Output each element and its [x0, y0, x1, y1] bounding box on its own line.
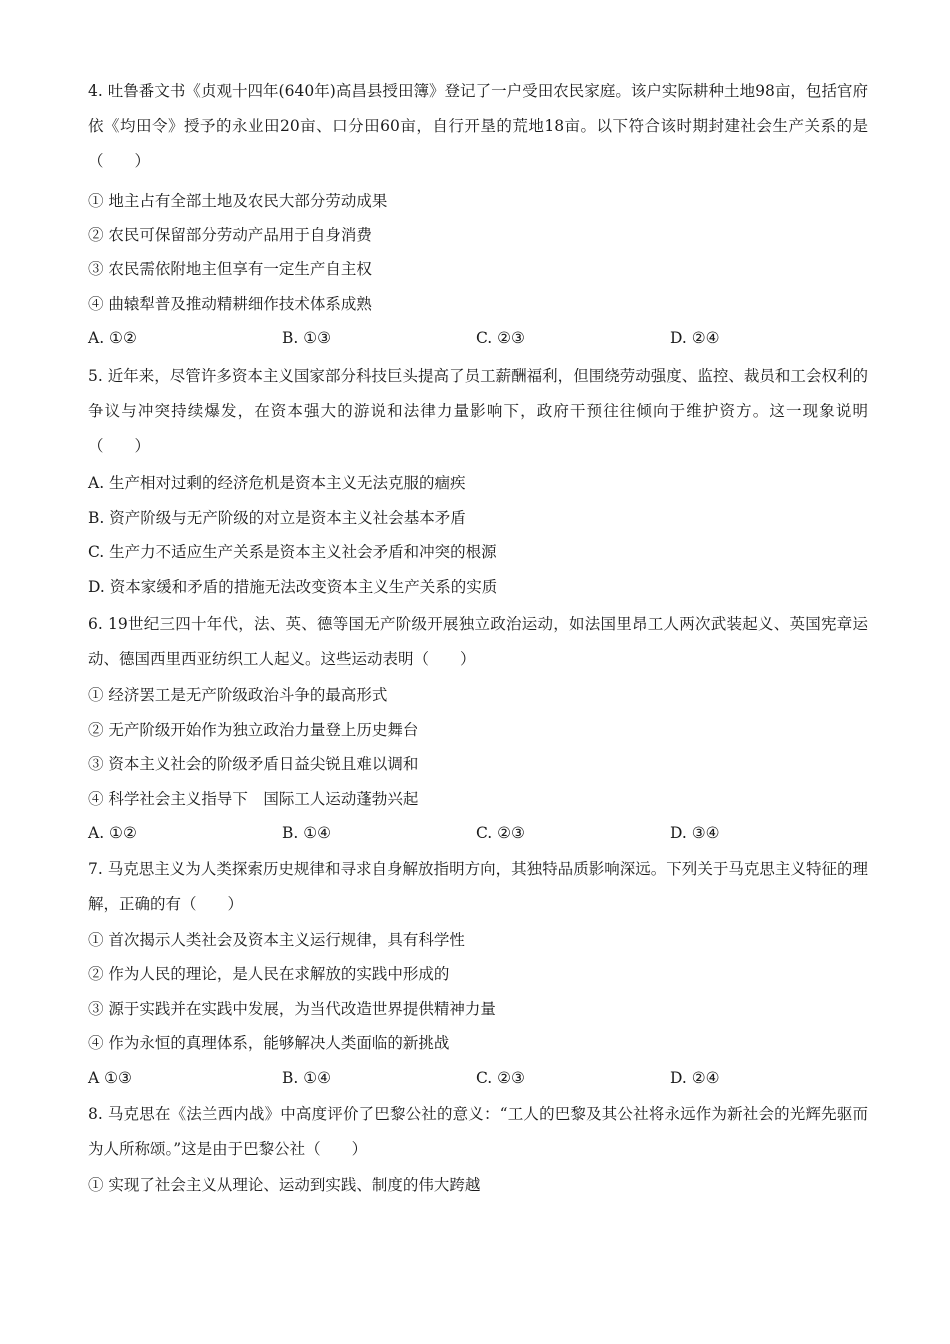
question-7-option-b[interactable]: B. ①④ — [282, 1069, 332, 1087]
question-6-option-d[interactable]: D. ③④ — [670, 824, 720, 842]
question-6-item-3: ③ 资本主义社会的阶级矛盾日益尖锐且难以调和 — [88, 755, 419, 773]
question-7-item-1: ① 首次揭示人类社会及资本主义运行规律，具有科学性 — [88, 931, 465, 949]
question-6-item-2: ② 无产阶级开始作为独立政治力量登上历史舞台 — [88, 721, 419, 739]
question-4-stem: 4. 吐鲁番文书《贞观十四年(640年)高昌县授田簿》登记了一户受田农民家庭。该户实际耕种土地98亩，包括官府依《均田令》授予的永业田20亩、口分田60亩，自行开垦的荒地18亩。以下符合该时期封建社会生产关系的是（ ） — [88, 82, 868, 170]
question-6-option-b[interactable]: B. ①④ — [282, 824, 332, 842]
question-4-item-4: ④ 曲辕犁普及推动精耕细作技术体系成熟 — [88, 295, 372, 313]
question-6-option-c[interactable]: C. ②③ — [476, 824, 525, 842]
question-5-option-a[interactable]: A. 生产相对过剩的经济危机是资本主义无法克服的痼疾 — [88, 474, 466, 492]
question-7-options — [88, 1066, 868, 1090]
question-4-item-2: ② 农民可保留部分劳动产品用于自身消费 — [88, 226, 372, 244]
question-7-option-c[interactable]: C. ②③ — [476, 1069, 525, 1087]
question-7-item-2: ② 作为人民的理论，是人民在求解放的实践中形成的 — [88, 965, 450, 983]
question-7-option-a[interactable]: A ①③ — [88, 1069, 132, 1087]
question-5-stem: 5. 近年来，尽管许多资本主义国家部分科技巨头提高了员工薪酬福利，但围绕劳动强度、监控、裁员和工会权利的争议与冲突持续爆发，在资本强大的游说和法律力量影响下，政府干预往往倾向于维护资方。这一现象说明（ ） — [88, 367, 868, 455]
question-4-option-b[interactable]: B. ①③ — [282, 329, 332, 347]
question-7-option-d[interactable]: D. ②④ — [670, 1069, 720, 1087]
question-6-item-1: ① 经济罢工是无产阶级政治斗争的最高形式 — [88, 686, 388, 704]
question-6-options — [88, 821, 868, 845]
question-8-stem: 8. 马克思在《法兰西内战》中高度评价了巴黎公社的意义：“工人的巴黎及其公社将永远作为新社会的光辉先驱而为人所称颂。”这是由于巴黎公社（ ） — [88, 1105, 868, 1158]
question-4-option-c[interactable]: C. ②③ — [476, 329, 525, 347]
question-6-option-a[interactable]: A. ①② — [88, 824, 137, 842]
question-7-item-4: ④ 作为永恒的真理体系，能够解决人类面临的新挑战 — [88, 1034, 450, 1052]
question-7-stem: 7. 马克思主义为人类探索历史规律和寻求自身解放指明方向，其独特品质影响深远。下列关于马克思主义特征的理解，正确的有（ ） — [88, 860, 868, 913]
question-4-item-3: ③ 农民需依附地主但享有一定生产自主权 — [88, 260, 372, 278]
question-4-item-1: ① 地主占有全部土地及农民大部分劳动成果 — [88, 192, 388, 210]
question-4-option-a[interactable]: A. ①② — [88, 329, 137, 347]
question-5-option-b[interactable]: B. 资产阶级与无产阶级的对立是资本主义社会基本矛盾 — [88, 509, 466, 527]
question-6-item-4: ④ 科学社会主义指导下 国际工人运动蓬勃兴起 — [88, 790, 419, 808]
question-5-option-c[interactable]: C. 生产力不适应生产关系是资本主义社会矛盾和冲突的根源 — [88, 543, 497, 561]
question-4-option-d[interactable]: D. ②④ — [670, 329, 720, 347]
question-6-stem: 6. 19世纪三四十年代，法、英、德等国无产阶级开展独立政治运动，如法国里昂工人两次武装起义、英国宪章运动、德国西里西亚纺织工人起义。这些运动表明（ ） — [88, 615, 868, 668]
question-4-options — [88, 326, 868, 350]
question-7-item-3: ③ 源于实践并在实践中发展，为当代改造世界提供精神力量 — [88, 1000, 496, 1018]
question-5-option-d[interactable]: D. 资本家缓和矛盾的措施无法改变资本主义生产关系的实质 — [88, 578, 498, 596]
question-8-item-1: ① 实现了社会主义从理论、运动到实践、制度的伟大跨越 — [88, 1176, 481, 1194]
